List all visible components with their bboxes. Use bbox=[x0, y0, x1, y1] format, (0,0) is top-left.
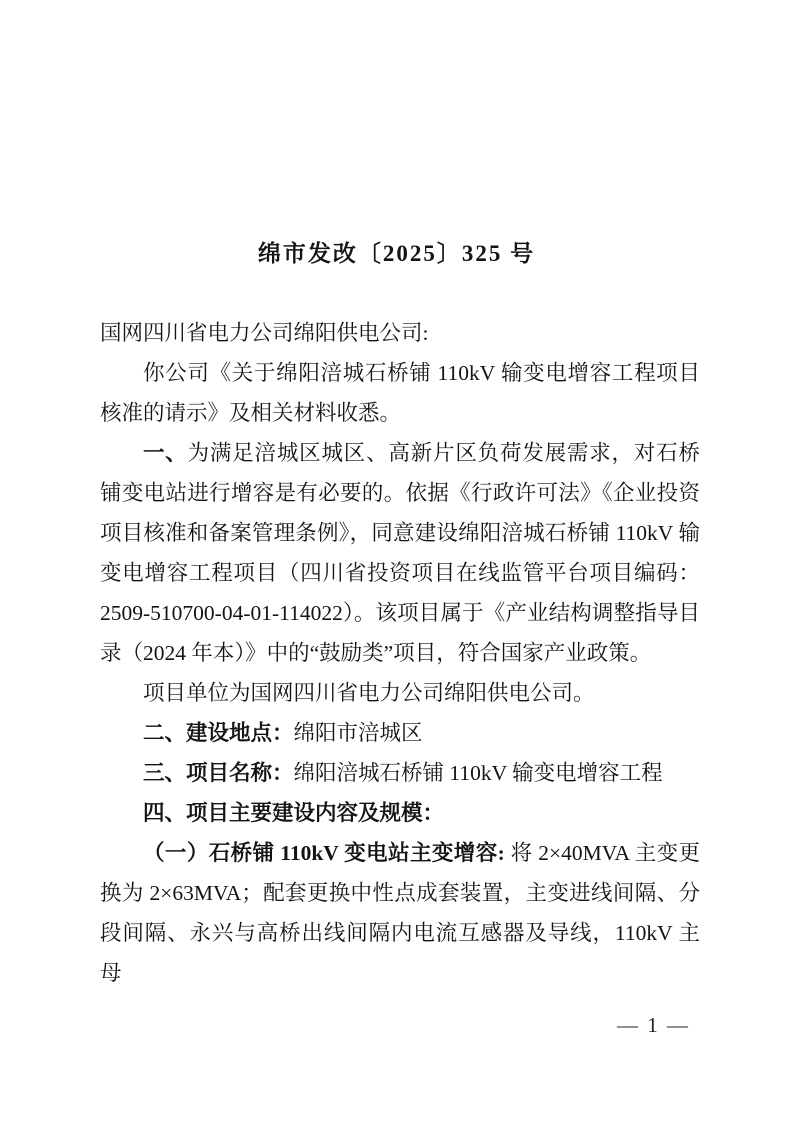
salutation: 国网四川省电力公司绵阳供电公司: bbox=[100, 321, 429, 345]
paragraph-intro: 你公司《关于绵阳涪城石桥铺 110kV 输变电增容工程项目核准的请示》及相关材料收悉。 bbox=[100, 361, 700, 425]
paragraph-section-4 bbox=[100, 793, 700, 833]
item-1-text: 将 2×40MVA 主变更换为 2×63MVA；配套更换中性点成套装置，主变进线间隔、分段间隔、永兴与高桥出线间隔内电流互感器及导线，110kV 主母 bbox=[100, 841, 700, 985]
paragraph-section-3 bbox=[100, 753, 700, 793]
page-number: — 1 — bbox=[617, 1013, 690, 1037]
section-3-label: 三、项目名称： bbox=[143, 761, 294, 785]
paragraph-item-1 bbox=[100, 833, 700, 993]
paragraph-project-unit: 项目单位为国网四川省电力公司绵阳供电公司。 bbox=[143, 681, 595, 705]
section-3-text: 绵阳涪城石桥铺 110kV 输变电增容工程 bbox=[293, 761, 663, 785]
document-number: 绵市发改〔2025〕325 号 bbox=[257, 241, 536, 266]
section-4-label: 四、项目主要建设内容及规模： bbox=[143, 801, 445, 825]
item-1-label: （一）石桥铺 110kV 变电站主变增容: bbox=[143, 841, 505, 865]
paragraph-section-2 bbox=[100, 713, 700, 753]
document-body bbox=[100, 313, 700, 993]
paragraph-section-1 bbox=[100, 433, 700, 673]
section-1-number: 一、 bbox=[143, 441, 188, 465]
section-2-label: 二、建设地点： bbox=[143, 721, 294, 745]
section-2-text: 绵阳市涪城区 bbox=[293, 721, 423, 745]
section-1-text: 为满足涪城区城区、高新片区负荷发展需求，对石桥铺变电站进行增容是有必要的。依据《行政许可法》《企业投资项目核准和备案管理条例》，同意建设绵阳涪城石桥铺 110kV 输变电增容工程项目（四川省投资项目在线监管平台项目编码：2509-510700-04-01-114022）。该项目属于《产业结构调整指导目录（2024 年本）》中的“鼓励类”项目，符合国家产业政策。 bbox=[100, 441, 700, 665]
